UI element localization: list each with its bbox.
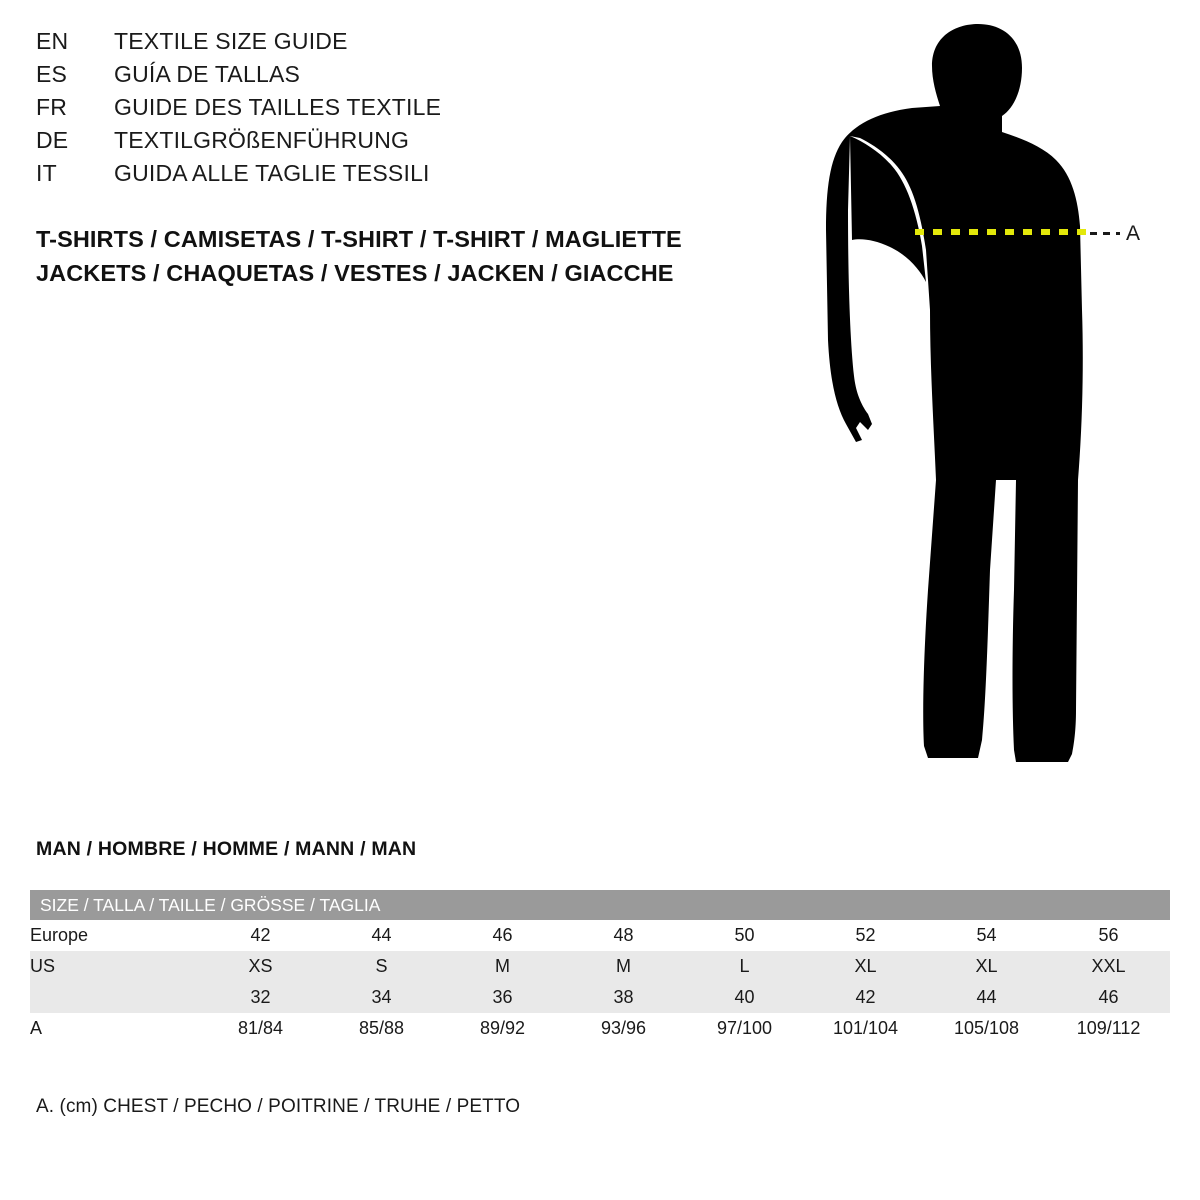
table-row <box>30 920 1170 951</box>
language-header-block <box>36 28 756 193</box>
cell: 81/84 <box>200 1013 321 1044</box>
cell: 85/88 <box>321 1013 442 1044</box>
cell: 44 <box>321 920 442 951</box>
cell: 46 <box>1047 982 1170 1013</box>
language-row <box>36 94 756 127</box>
language-code: IT <box>36 160 57 186</box>
language-row <box>36 160 756 193</box>
cell: 42 <box>805 982 926 1013</box>
cell: 36 <box>442 982 563 1013</box>
language-code: ES <box>36 61 68 87</box>
cell: XL <box>926 951 1047 982</box>
cell: M <box>563 951 684 982</box>
gender-title: MAN / HOMBRE / HOMME / MANN / MAN <box>36 838 417 860</box>
table-header-label: SIZE / TALLA / TAILLE / GRÖSSE / TAGLIA <box>30 890 1170 920</box>
cell: 46 <box>442 920 563 951</box>
cell: 44 <box>926 982 1047 1013</box>
category-block <box>36 222 796 290</box>
cell: XS <box>200 951 321 982</box>
row-label: US <box>30 951 200 982</box>
cell: M <box>442 951 563 982</box>
language-row <box>36 28 756 61</box>
cell: 105/108 <box>926 1013 1047 1044</box>
size-table <box>30 890 1170 1044</box>
cell: 48 <box>563 920 684 951</box>
cell: 89/92 <box>442 1013 563 1044</box>
language-row <box>36 61 756 94</box>
language-title: GUIDE DES TAILLES TEXTILE <box>114 94 442 120</box>
cell: 97/100 <box>684 1013 805 1044</box>
language-code: DE <box>36 127 69 153</box>
body-silhouette-figure <box>820 10 1180 800</box>
category-tshirts: T-SHIRTS / CAMISETAS / T-SHIRT / T-SHIRT / MAGLIETTE <box>36 226 682 252</box>
cell: 93/96 <box>563 1013 684 1044</box>
language-row <box>36 127 756 160</box>
cell: 38 <box>563 982 684 1013</box>
cell: XXL <box>1047 951 1170 982</box>
cell: 101/104 <box>805 1013 926 1044</box>
language-title: TEXTILGRÖßENFÜHRUNG <box>114 127 410 153</box>
row-label <box>30 982 200 1013</box>
cell: 56 <box>1047 920 1170 951</box>
cell: L <box>684 951 805 982</box>
language-title: TEXTILE SIZE GUIDE <box>114 28 348 54</box>
cell: 42 <box>200 920 321 951</box>
table-row <box>30 951 1170 982</box>
row-label: Europe <box>30 920 200 951</box>
table-row <box>30 982 1170 1013</box>
cell: 40 <box>684 982 805 1013</box>
language-title: GUÍA DE TALLAS <box>114 61 301 87</box>
language-title: GUIDA ALLE TAGLIE TESSILI <box>114 160 430 186</box>
cell: 109/112 <box>1047 1013 1170 1044</box>
category-jackets: JACKETS / CHAQUETAS / VESTES / JACKEN / GIACCHE <box>36 260 674 286</box>
language-code: FR <box>36 94 68 120</box>
cell: 52 <box>805 920 926 951</box>
table-header-row <box>30 890 1170 920</box>
row-label: A <box>30 1013 200 1044</box>
table-row <box>30 1013 1170 1044</box>
measure-leader-dashes <box>1090 232 1120 235</box>
cell: 54 <box>926 920 1047 951</box>
cell: 32 <box>200 982 321 1013</box>
language-code: EN <box>36 28 69 54</box>
cell: XL <box>805 951 926 982</box>
cell: S <box>321 951 442 982</box>
silhouette-svg <box>820 10 1180 800</box>
footnote-chest-measurement: A. (cm) CHEST / PECHO / POITRINE / TRUHE / PETTO <box>36 1096 521 1117</box>
cell: 50 <box>684 920 805 951</box>
measure-label-a: A <box>1126 222 1141 245</box>
cell: 34 <box>321 982 442 1013</box>
